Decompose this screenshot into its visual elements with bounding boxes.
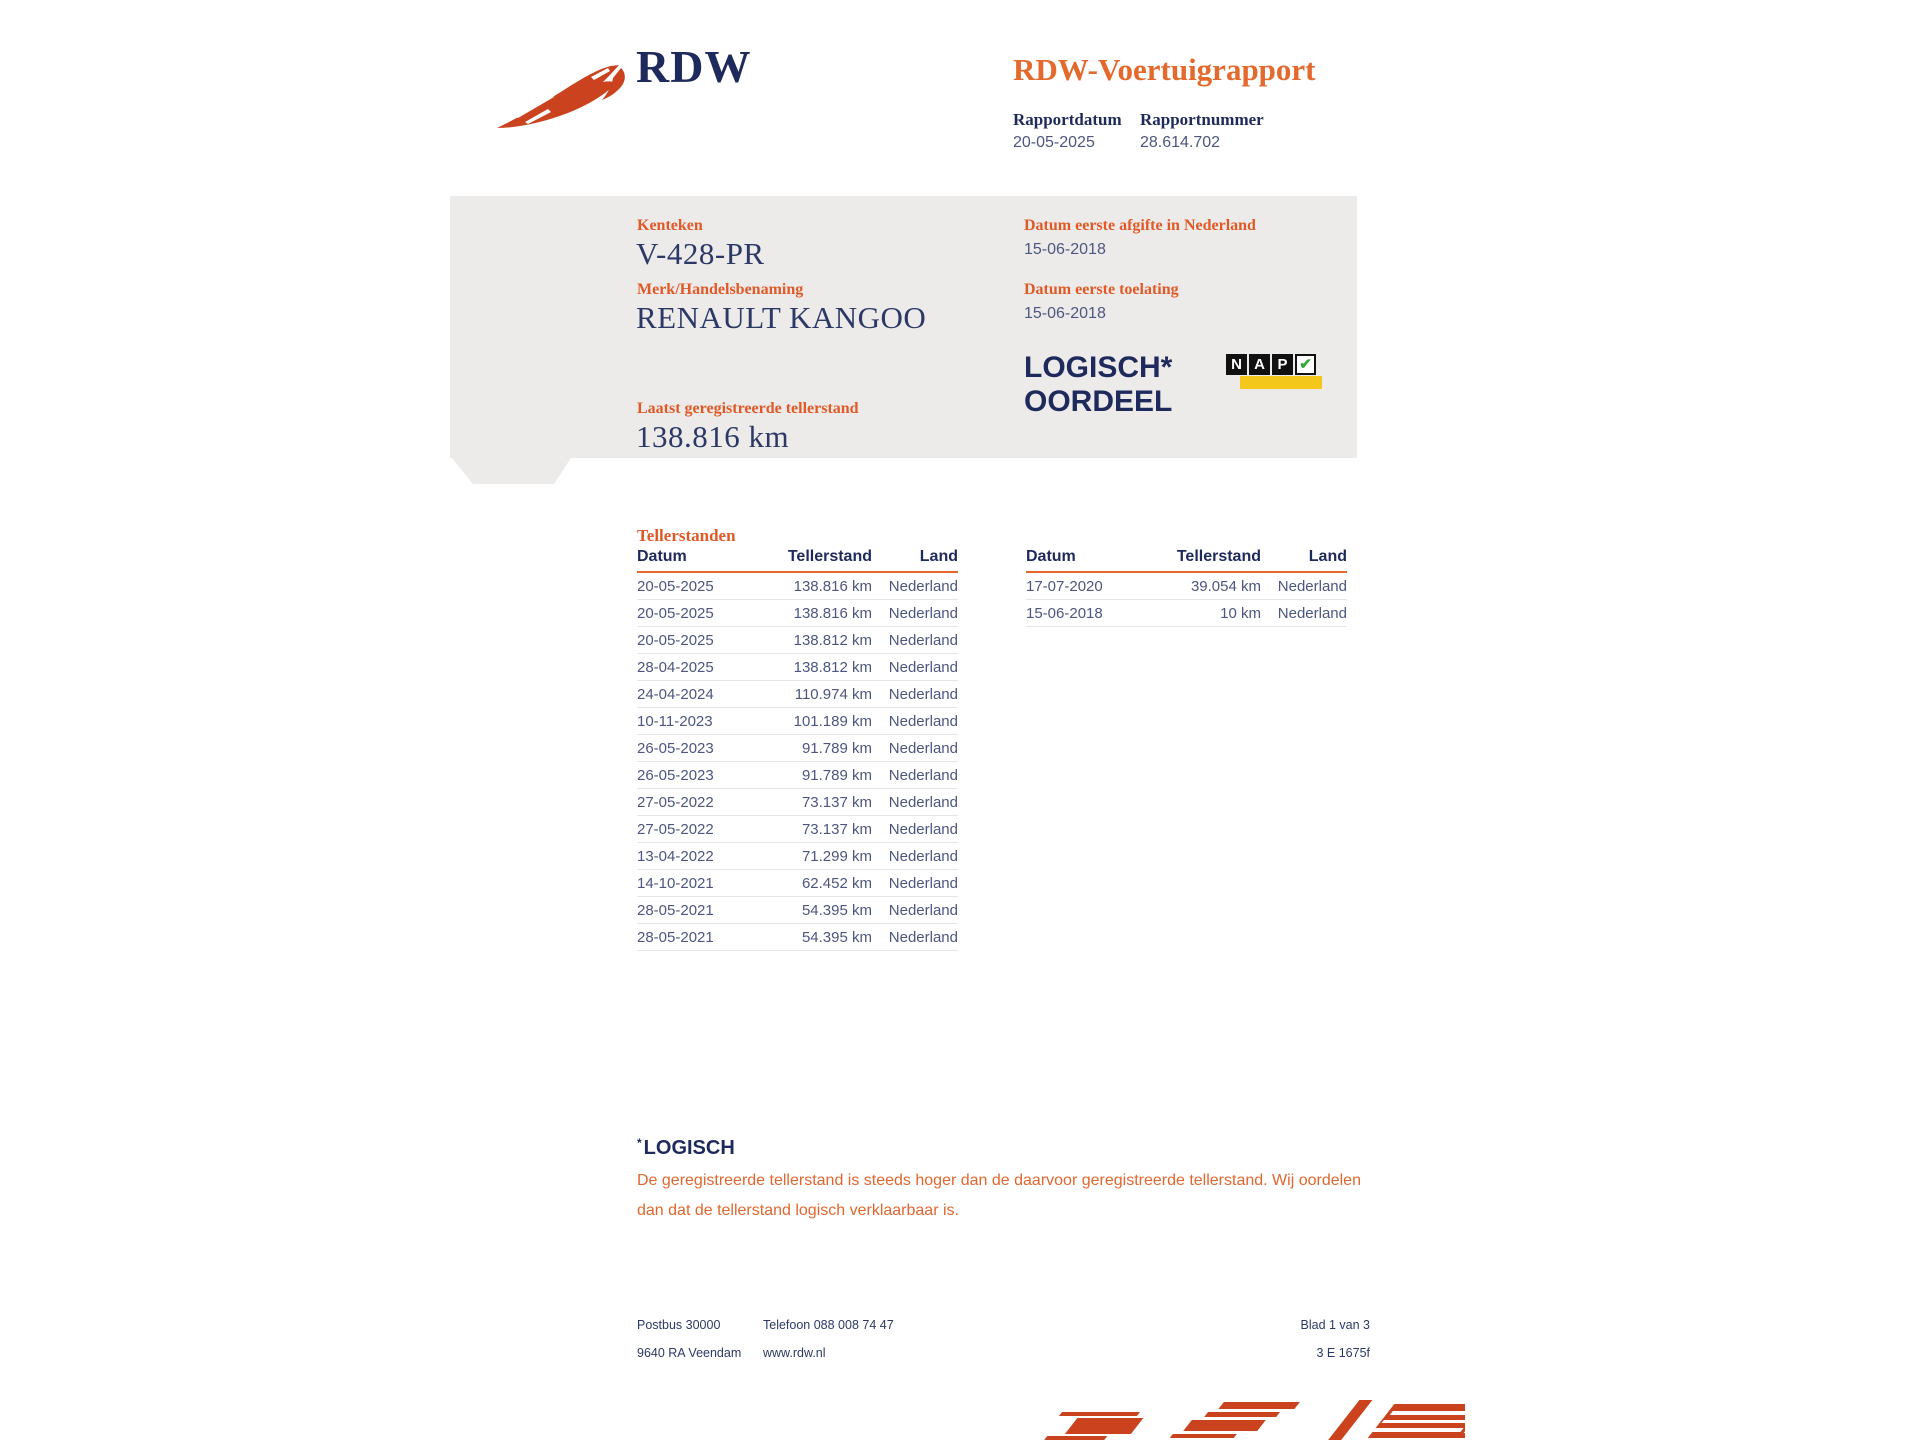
odometer-table-right (1026, 548, 1347, 627)
rdw-swoosh-logo-icon (494, 54, 632, 132)
cell-tellerstand: 101.189 km (762, 708, 872, 735)
cell-datum: 24-04-2024 (637, 681, 762, 708)
table-row (637, 789, 958, 816)
table-row (637, 627, 958, 654)
first-issue-label: Datum eerste afgifte in Nederland (1024, 217, 1256, 234)
table-row (637, 816, 958, 843)
cell-land: Nederland (872, 897, 958, 924)
verdict-line-2: OORDEEL (1024, 385, 1173, 418)
panel-tab-shape (450, 458, 575, 484)
cell-tellerstand: 54.395 km (762, 924, 872, 951)
nap-letter-n: N (1226, 354, 1247, 375)
cell-land: Nederland (872, 600, 958, 627)
footer-phone: Telefoon 088 008 74 47 (763, 1318, 894, 1332)
cell-tellerstand: 138.816 km (762, 572, 872, 600)
cell-land: Nederland (1261, 600, 1347, 627)
cell-land: Nederland (872, 762, 958, 789)
cell-tellerstand: 91.789 km (762, 762, 872, 789)
cell-datum: 20-05-2025 (637, 572, 762, 600)
first-admission-value: 15-06-2018 (1024, 305, 1106, 322)
vehicle-summary-panel (450, 196, 1357, 458)
cell-land: Nederland (872, 654, 958, 681)
cell-datum: 28-04-2025 (637, 654, 762, 681)
table-row (1026, 600, 1347, 627)
cell-datum: 13-04-2022 (637, 843, 762, 870)
col-header-datum: Datum (1026, 548, 1151, 572)
cell-land: Nederland (872, 681, 958, 708)
footer-website: www.rdw.nl (763, 1346, 826, 1360)
table-header-row (637, 548, 958, 572)
cell-land: Nederland (872, 924, 958, 951)
table-row (1026, 572, 1347, 600)
cell-land: Nederland (872, 843, 958, 870)
table-row (637, 572, 958, 600)
col-header-land: Land (872, 548, 958, 572)
cell-datum: 17-07-2020 (1026, 572, 1151, 600)
cell-datum: 20-05-2025 (637, 627, 762, 654)
footer-city: 9640 RA Veendam (637, 1346, 742, 1360)
cell-land: Nederland (872, 870, 958, 897)
cell-datum: 28-05-2021 (637, 897, 762, 924)
verdict-line-1: LOGISCH* (1024, 351, 1173, 384)
nap-letter-p: P (1272, 354, 1293, 375)
report-number-value: 28.614.702 (1140, 134, 1221, 151)
nap-letter-a: A (1249, 354, 1270, 375)
cell-tellerstand: 71.299 km (762, 843, 872, 870)
footnote-asterisk: * (637, 1136, 642, 1150)
footer-page-number: Blad 1 van 3 (1300, 1318, 1370, 1332)
col-header-land: Land (1261, 548, 1347, 572)
cell-tellerstand: 138.816 km (762, 600, 872, 627)
cell-tellerstand: 54.395 km (762, 897, 872, 924)
cell-datum: 27-05-2022 (637, 816, 762, 843)
table-row (637, 654, 958, 681)
report-date-value: 20-05-2025 (1013, 134, 1095, 151)
odometer-verdict (1024, 351, 1172, 419)
cell-tellerstand: 73.137 km (762, 789, 872, 816)
footnote-title-text: LOGISCH (643, 1137, 735, 1159)
merk-value: RENAULT KANGOO (636, 300, 927, 335)
cell-tellerstand: 39.054 km (1151, 572, 1261, 600)
table-row (637, 843, 958, 870)
nap-yellow-bar (1240, 376, 1322, 389)
table-row (637, 600, 958, 627)
table-row (637, 735, 958, 762)
table-row (637, 924, 958, 951)
footer-po-box: Postbus 30000 (637, 1318, 721, 1332)
cell-datum: 14-10-2021 (637, 870, 762, 897)
cell-datum: 27-05-2022 (637, 789, 762, 816)
table-row (637, 681, 958, 708)
cell-land: Nederland (872, 735, 958, 762)
table-header-row (1026, 548, 1347, 572)
table-row (637, 762, 958, 789)
report-date-label: Rapportdatum (1013, 110, 1122, 129)
nap-logo (1226, 354, 1326, 392)
table-row (637, 708, 958, 735)
footnote-body: De geregistreerde tellerstand is steeds hoger dan de daarvoor geregistreerde tellerstand. Wij oordelen dan dat de tellerstand logisch verklaarbaar is. (637, 1172, 1361, 1219)
rdw-brand-text: RDW (636, 41, 752, 92)
cell-tellerstand: 138.812 km (762, 654, 872, 681)
last-odometer-label: Laatst geregistreerde tellerstand (637, 400, 859, 417)
cell-tellerstand: 91.789 km (762, 735, 872, 762)
cell-datum: 10-11-2023 (637, 708, 762, 735)
report-title: RDW-Voertuigrapport (1013, 52, 1316, 87)
report-number-label: Rapportnummer (1140, 110, 1264, 129)
table-row (637, 897, 958, 924)
rdw-speedlines-graphic (1035, 1398, 1465, 1440)
kenteken-label: Kenteken (637, 217, 703, 234)
cell-tellerstand: 10 km (1151, 600, 1261, 627)
cell-datum: 20-05-2025 (637, 600, 762, 627)
cell-datum: 26-05-2023 (637, 762, 762, 789)
tellerstanden-section-title: Tellerstanden (637, 526, 736, 545)
nap-check-icon: ✔ (1295, 354, 1316, 375)
odometer-table-left (637, 548, 958, 951)
cell-datum: 15-06-2018 (1026, 600, 1151, 627)
cell-datum: 28-05-2021 (637, 924, 762, 951)
footnote-title (637, 1136, 735, 1160)
cell-tellerstand: 138.812 km (762, 627, 872, 654)
cell-datum: 26-05-2023 (637, 735, 762, 762)
cell-tellerstand: 62.452 km (762, 870, 872, 897)
cell-tellerstand: 73.137 km (762, 816, 872, 843)
cell-land: Nederland (872, 572, 958, 600)
last-odometer-value: 138.816 km (636, 419, 790, 454)
cell-land: Nederland (1261, 572, 1347, 600)
merk-label: Merk/Handelsbenaming (637, 281, 804, 298)
cell-land: Nederland (872, 627, 958, 654)
col-header-tellerstand: Tellerstand (762, 548, 872, 572)
first-admission-label: Datum eerste toelating (1024, 281, 1179, 298)
cell-land: Nederland (872, 789, 958, 816)
first-issue-value: 15-06-2018 (1024, 241, 1106, 258)
cell-tellerstand: 110.974 km (762, 681, 872, 708)
kenteken-value: V-428-PR (636, 236, 765, 271)
cell-land: Nederland (872, 708, 958, 735)
cell-land: Nederland (872, 816, 958, 843)
col-header-datum: Datum (637, 548, 762, 572)
col-header-tellerstand: Tellerstand (1151, 548, 1261, 572)
footer-form-code: 3 E 1675f (1316, 1346, 1370, 1360)
table-row (637, 870, 958, 897)
